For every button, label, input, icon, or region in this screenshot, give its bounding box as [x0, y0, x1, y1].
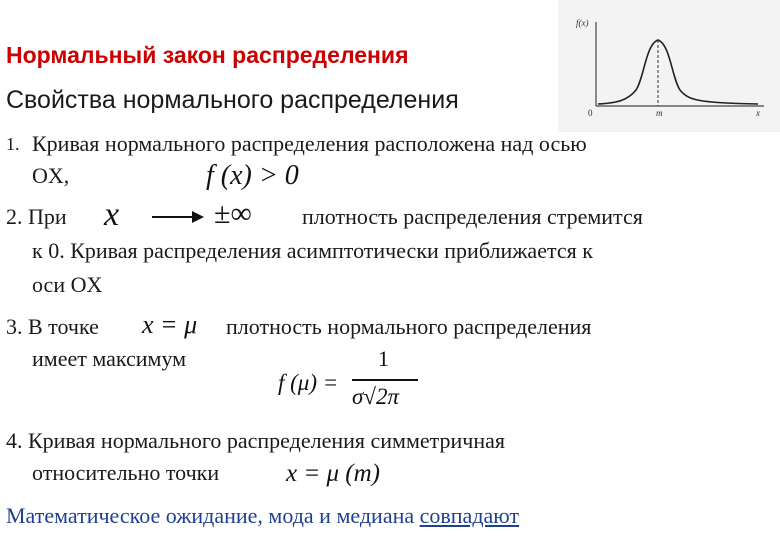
normal-curve: [598, 40, 758, 104]
item2-line3: оси OX: [32, 272, 103, 297]
item2-line1-rest: плотность распределения стремится: [302, 204, 643, 229]
item1-line1: Кривая нормального распределения расположена над осью: [32, 131, 587, 156]
item2-line2: к 0. Кривая распределения асимптотически приближается к: [32, 238, 593, 263]
conclusion-line: [6, 503, 519, 529]
item1-number: 1.: [6, 134, 20, 154]
graph-y-label: f(x): [576, 18, 589, 28]
item1-formula: f (x) > 0: [206, 160, 299, 191]
graph-origin-label: 0: [588, 108, 593, 118]
item3-line2: имеет максимум: [32, 346, 187, 371]
item2-formula-x: x: [104, 196, 120, 233]
item4-line2: относительно точки: [32, 460, 220, 485]
normal-curve-svg: [558, 0, 780, 132]
item3-line1-rest: плотность нормального распределения: [226, 314, 592, 339]
item3-formula-lhs: f (μ) =: [278, 370, 339, 395]
conclusion-underlined: совпадают: [419, 503, 520, 528]
item3-formula-denominator: σ√2π: [352, 384, 399, 409]
normal-curve-graph: [558, 0, 780, 132]
item1-line2: OX,: [32, 163, 70, 188]
page-title: Нормальный закон распределения: [6, 42, 409, 68]
section-subtitle: Свойства нормального распределения: [6, 86, 459, 114]
graph-x-label: x: [756, 108, 760, 118]
arrow-icon: [150, 208, 206, 226]
item4-line1: 4. Кривая нормального распределения симметричная: [6, 428, 506, 453]
item2-formula-limit: ±∞: [214, 197, 252, 230]
item4-formula: x = μ (m): [286, 460, 380, 487]
graph-peak-label: m: [656, 108, 663, 118]
item3-formula: x = μ: [142, 310, 198, 339]
item2-prefix: 2. При: [6, 204, 67, 229]
item3-formula-numerator: 1: [378, 346, 389, 371]
conclusion-text: Математическое ожидание, мода и медиана: [6, 503, 415, 528]
fraction-bar: [352, 379, 418, 381]
item3-prefix: 3. В точке: [6, 314, 99, 339]
